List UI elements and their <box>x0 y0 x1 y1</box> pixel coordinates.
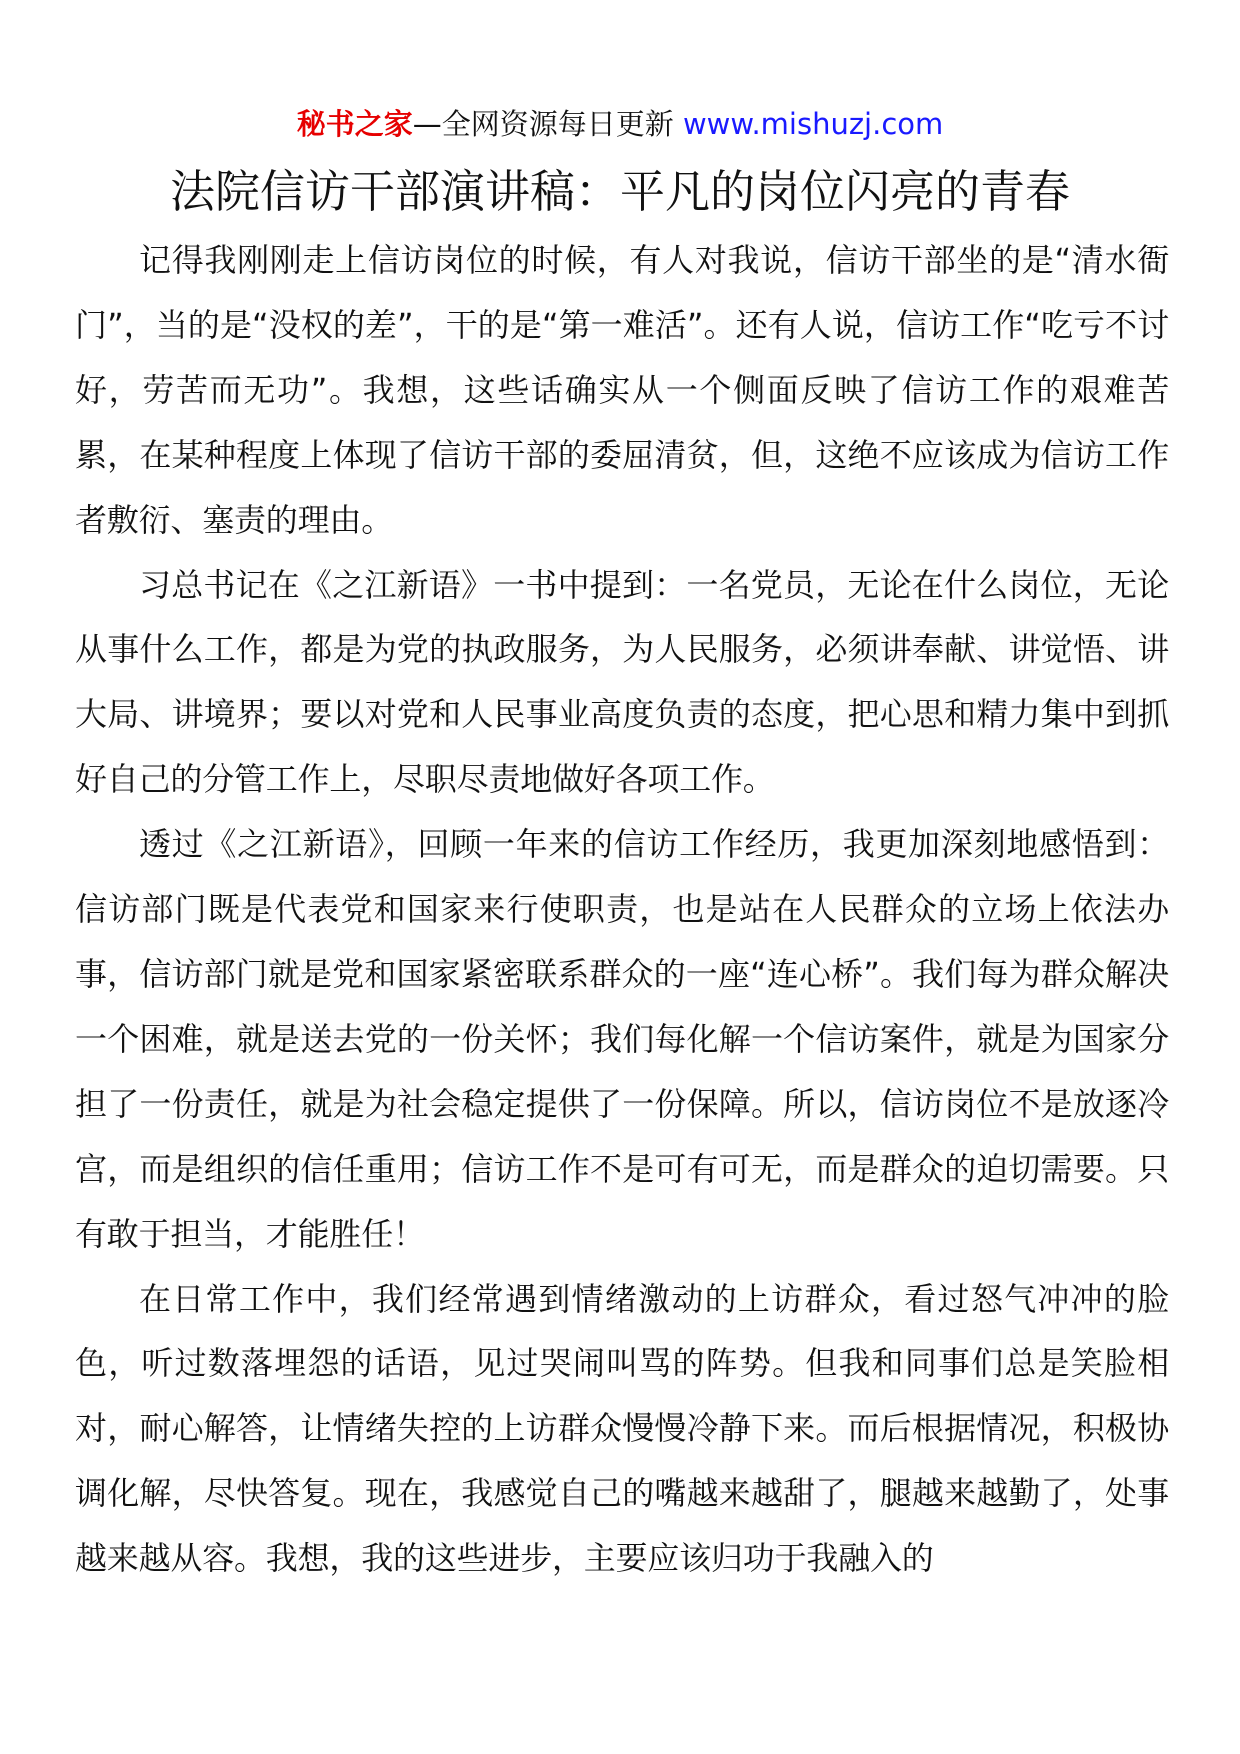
paragraph: 记得我刚刚走上信访岗位的时候，有人对我说，信访干部坐的是“清水衙门”，当的是“没权的差”，干的是“第一难活”。还有人说，信访工作“吃亏不讨好，劳苦而无功”。我想，这些话确实从一个侧面反映了信访工作的艰难苦累，在某种程度上体现了信访干部的委屈清贫，但，这绝不应该成为信访工作者敷衍、塞责的理由。 <box>75 241 1169 539</box>
brand-name: 秘书之家 <box>296 107 413 141</box>
paragraph: 在日常工作中，我们经常遇到情绪激动的上访群众，看过怒气冲冲的脸色，听过数落埋怨的话语，见过哭闹叫骂的阵势。但我和同事们总是笑脸相对，耐心解答，让情绪失控的上访群众慢慢冷静下来。而后根据情况，积极协调化解，尽快答复。现在，我感觉自己的嘴越来越甜了，腿越来越勤了，处事越来越从容。我想，我的这些进步，主要应该归功于我融入的 <box>75 1279 1169 1578</box>
header-slogan: —全网资源每日更新 <box>412 107 674 141</box>
document-title: 法院信访干部演讲稿：平凡的岗位闪亮的青春 <box>169 165 1070 218</box>
site-header <box>0 102 1240 146</box>
site-url-link[interactable]: www.mishuzj.com <box>682 107 944 141</box>
document-body <box>75 228 1169 1591</box>
paragraph: 透过《之江新语》，回顾一年来的信访工作经历，我更加深刻地感悟到：信访部门既是代表党和国家来行使职责，也是站在人民群众的立场上依法办事，信访部门就是党和国家紧密联系群众的一座“连心桥”。我们每为群众解决一个困难，就是送去党的一份关怀；我们每化解一个信访案件，就是为国家分担了一份责任，就是为社会稳定提供了一份保障。所以，信访岗位不是放逐冷宫，而是组织的信任重用；信访工作不是可有可无，而是群众的迫切需要。只有敢于担当，才能胜任！ <box>75 825 1169 1253</box>
paragraph: 习总书记在《之江新语》一书中提到：一名党员，无论在什么岗位，无论从事什么工作，都是为党的执政服务，为人民服务，必须讲奉献、讲觉悟、讲大局、讲境界；要以对党和人民事业高度负责的态度，把心思和精力集中到抓好自己的分管工作上，尽职尽责地做好各项工作。 <box>75 565 1169 799</box>
